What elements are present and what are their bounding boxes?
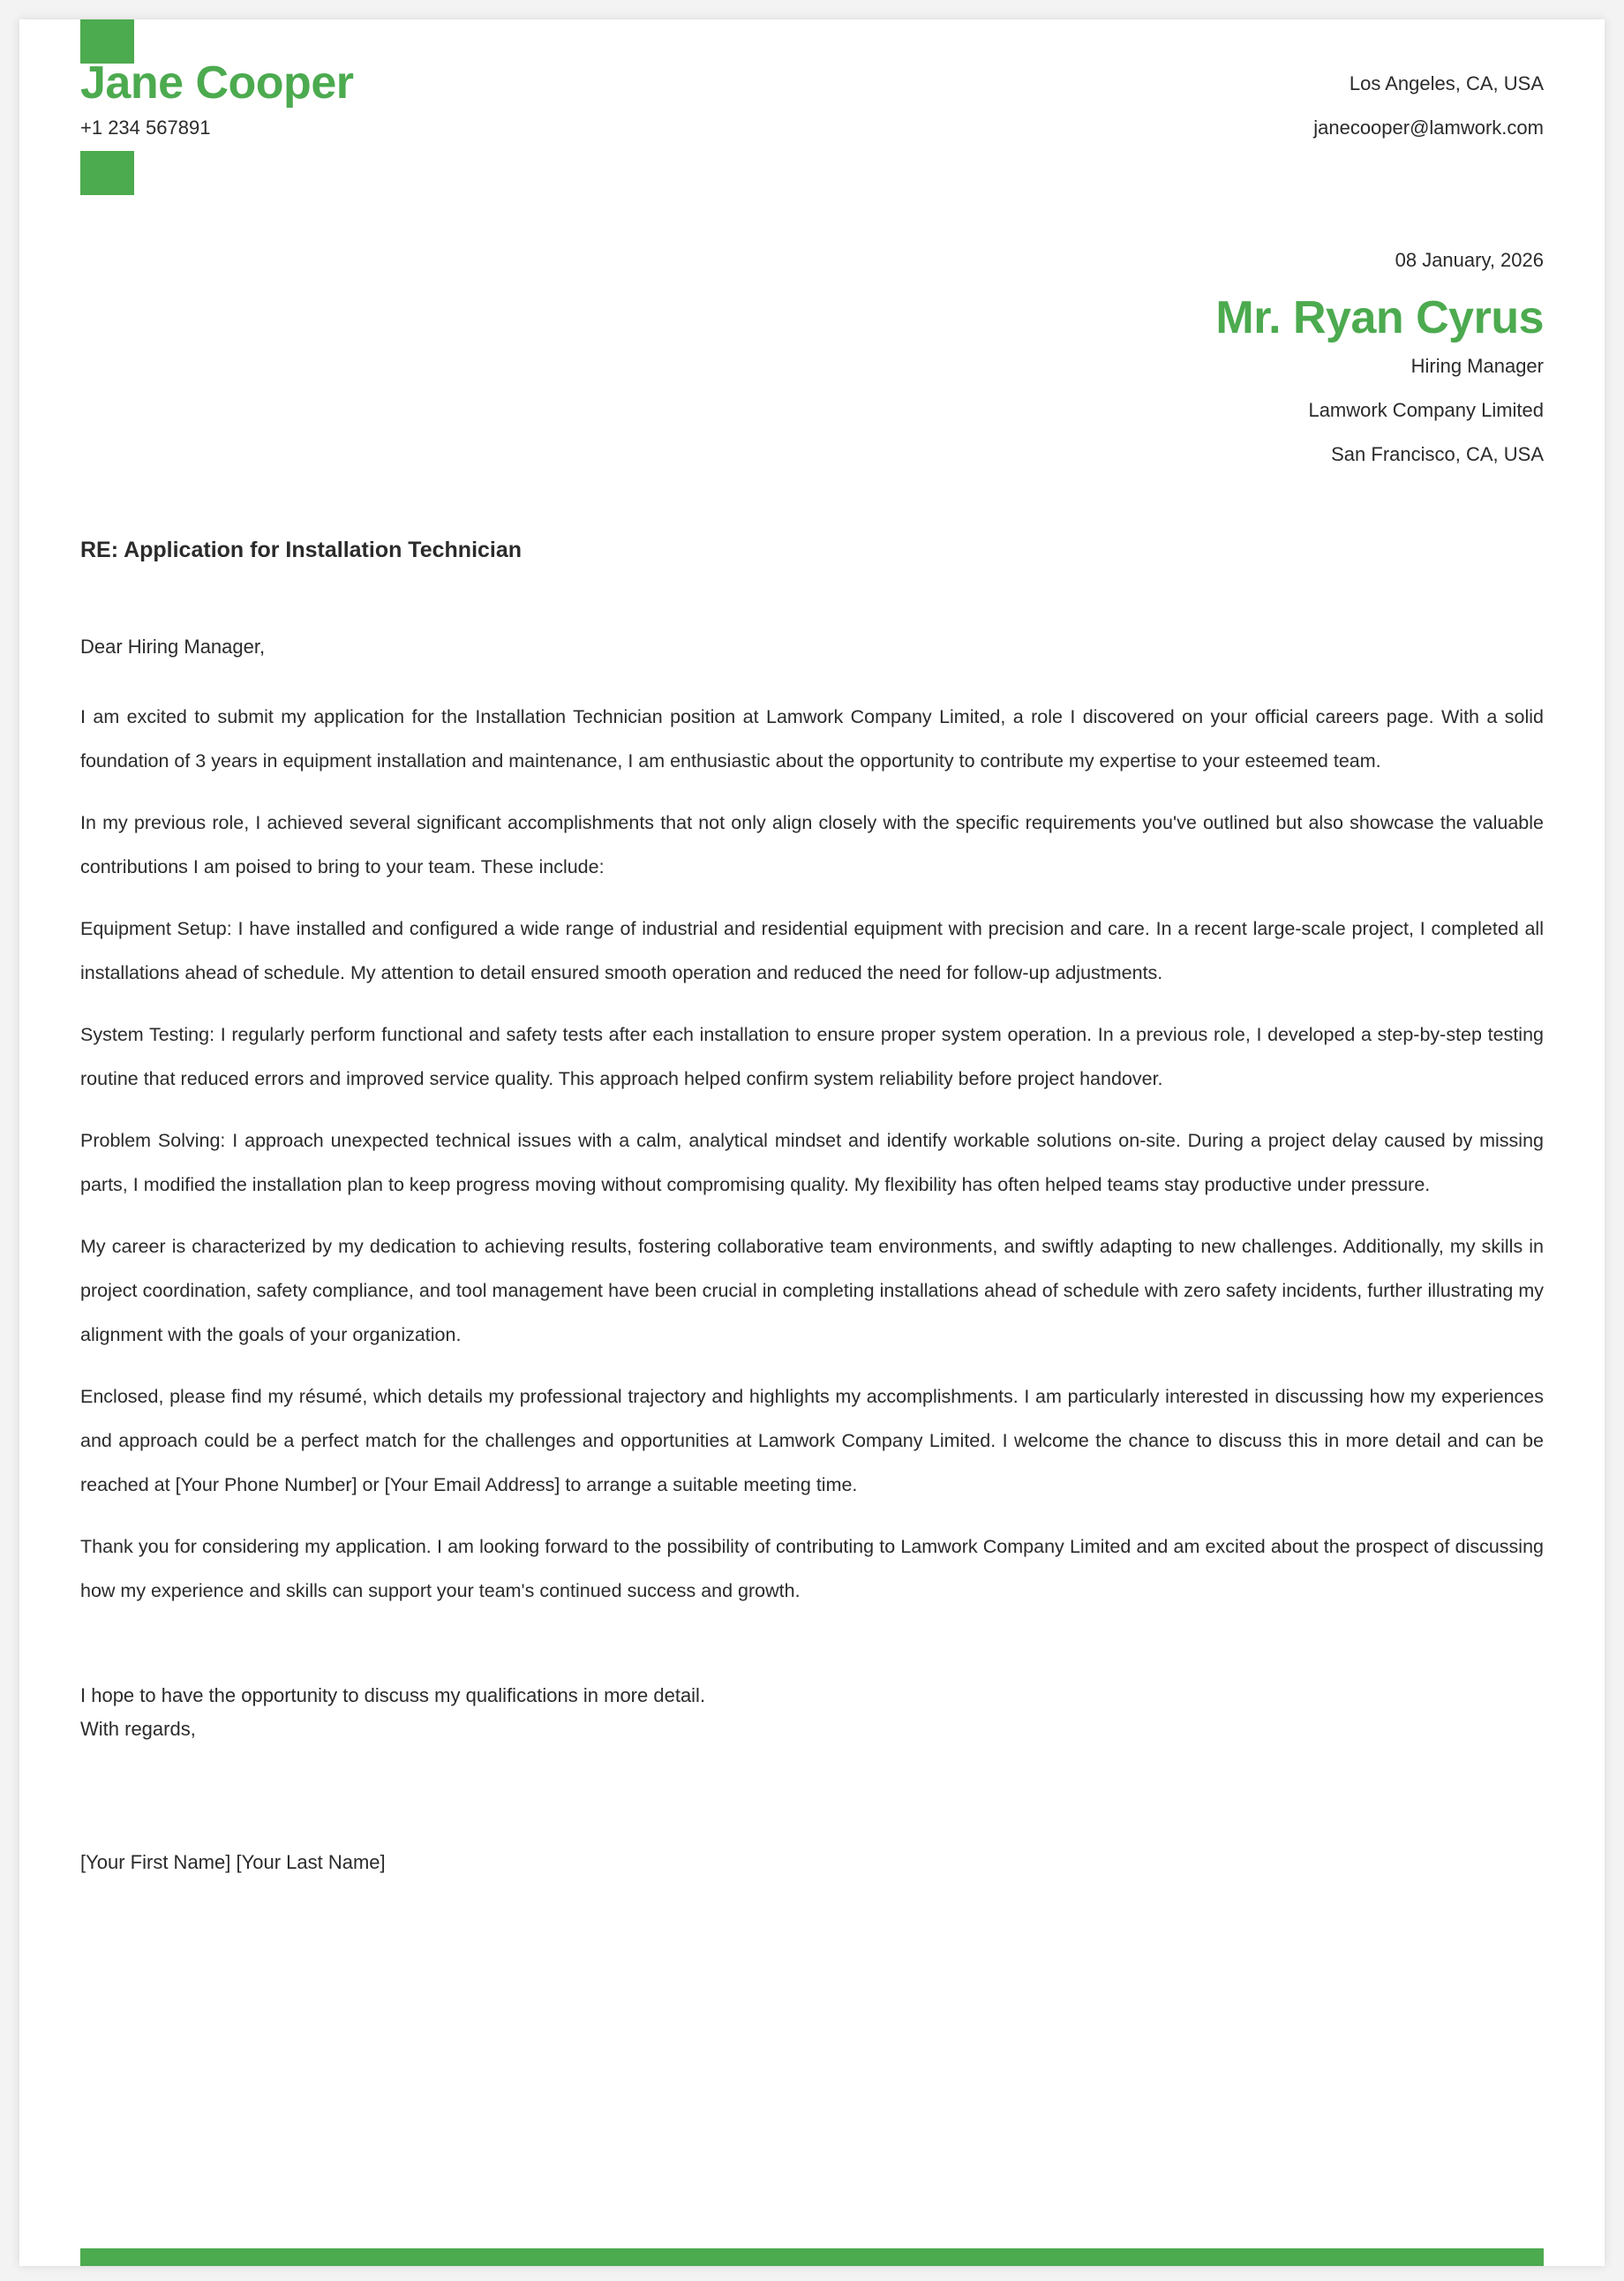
body-paragraph: Enclosed, please find my résumé, which details my professional trajectory and highlights my accomplishments. I am particularly interested in discussing how my experiences and approach could be a perfect match for the challenges and opportunities at Lamwork Company Limited. I welcome the chance to discuss this in more detail and can be reached at [Your Phone Number] or [Your Email Address] to arrange a suitable meeting time. [80,1386,1544,1495]
sender-email: janecooper@lamwork.com [1313,117,1544,139]
sender-name: Jane Cooper [80,57,354,109]
body-paragraph: Problem Solving: I approach unexpected technical issues with a calm, analytical mindset and identify workable solutions on-site. During a project delay caused by missing parts, I modified the installation plan to keep progress moving without compromising quality. My flexibility has often helped teams stay productive under pressure. [80,1130,1544,1195]
signature-name: [Your First Name] [Your Last Name] [80,1851,386,1873]
recipient-title: Hiring Manager [1410,355,1544,377]
recipient-location: San Francisco, CA, USA [1331,443,1544,465]
body-paragraph: System Testing: I regularly perform functional and safety tests after each installation to ensure proper system operation. In a previous role, I developed a step-by-step testing routine that reduced errors and improved service quality. This approach helped confirm system reliability before project handover. [80,1024,1544,1089]
sender-phone: +1 234 567891 [80,117,211,139]
sender-location: Los Angeles, CA, USA [1349,72,1544,94]
recipient-name: Mr. Ryan Cyrus [1215,292,1544,343]
letter-page [19,19,1605,2266]
letter-date: 08 January, 2026 [1395,249,1544,271]
body-paragraph: In my previous role, I achieved several significant accomplishments that not only align closely with the specific requirements you've outlined but also showcase the valuable contributions I am poised to bring to your team. These include: [80,812,1544,877]
accent-square-bottom [80,151,134,195]
closing-line: I hope to have the opportunity to discuss my qualifications in more detail. [80,1684,706,1706]
body-paragraph: Thank you for considering my application. I am looking forward to the possibility of contributing to Lamwork Company Limited and am excited about the prospect of discussing how my experience and skills can support your team's continued success and growth. [80,1536,1544,1601]
salutation: Dear Hiring Manager, [80,636,266,658]
closing-regards: With regards, [80,1718,196,1740]
body-paragraph: My career is characterized by my dedication to achieving results, fostering collaborative team environments, and swiftly adapting to new challenges. Additionally, my skills in project coordination, safety compliance, and tool management have been crucial in completing installations ahead of schedule with zero safety incidents, further illustrating my alignment with the goals of your organization. [80,1236,1544,1345]
body-paragraph: Equipment Setup: I have installed and configured a wide range of industrial and residential equipment with precision and care. In a recent large-scale project, I completed all installations ahead of schedule. My attention to detail ensured smooth operation and reduced the need for follow-up adjustments. [80,918,1544,983]
footer-accent-bar [80,2248,1544,2266]
letter-body [80,695,1544,1630]
closing [80,1679,705,1746]
body-paragraph: I am excited to submit my application for the Installation Technician position at Lamwork Company Limited, a role I discovered on your official careers page. With a solid foundation of 3 years in equipment installation and maintenance, I am enthusiastic about the opportunity to contribute my expertise to your esteemed team. [80,706,1544,772]
letter-subject: RE: Application for Installation Technician [80,538,523,562]
recipient-company: Lamwork Company Limited [1308,399,1544,421]
